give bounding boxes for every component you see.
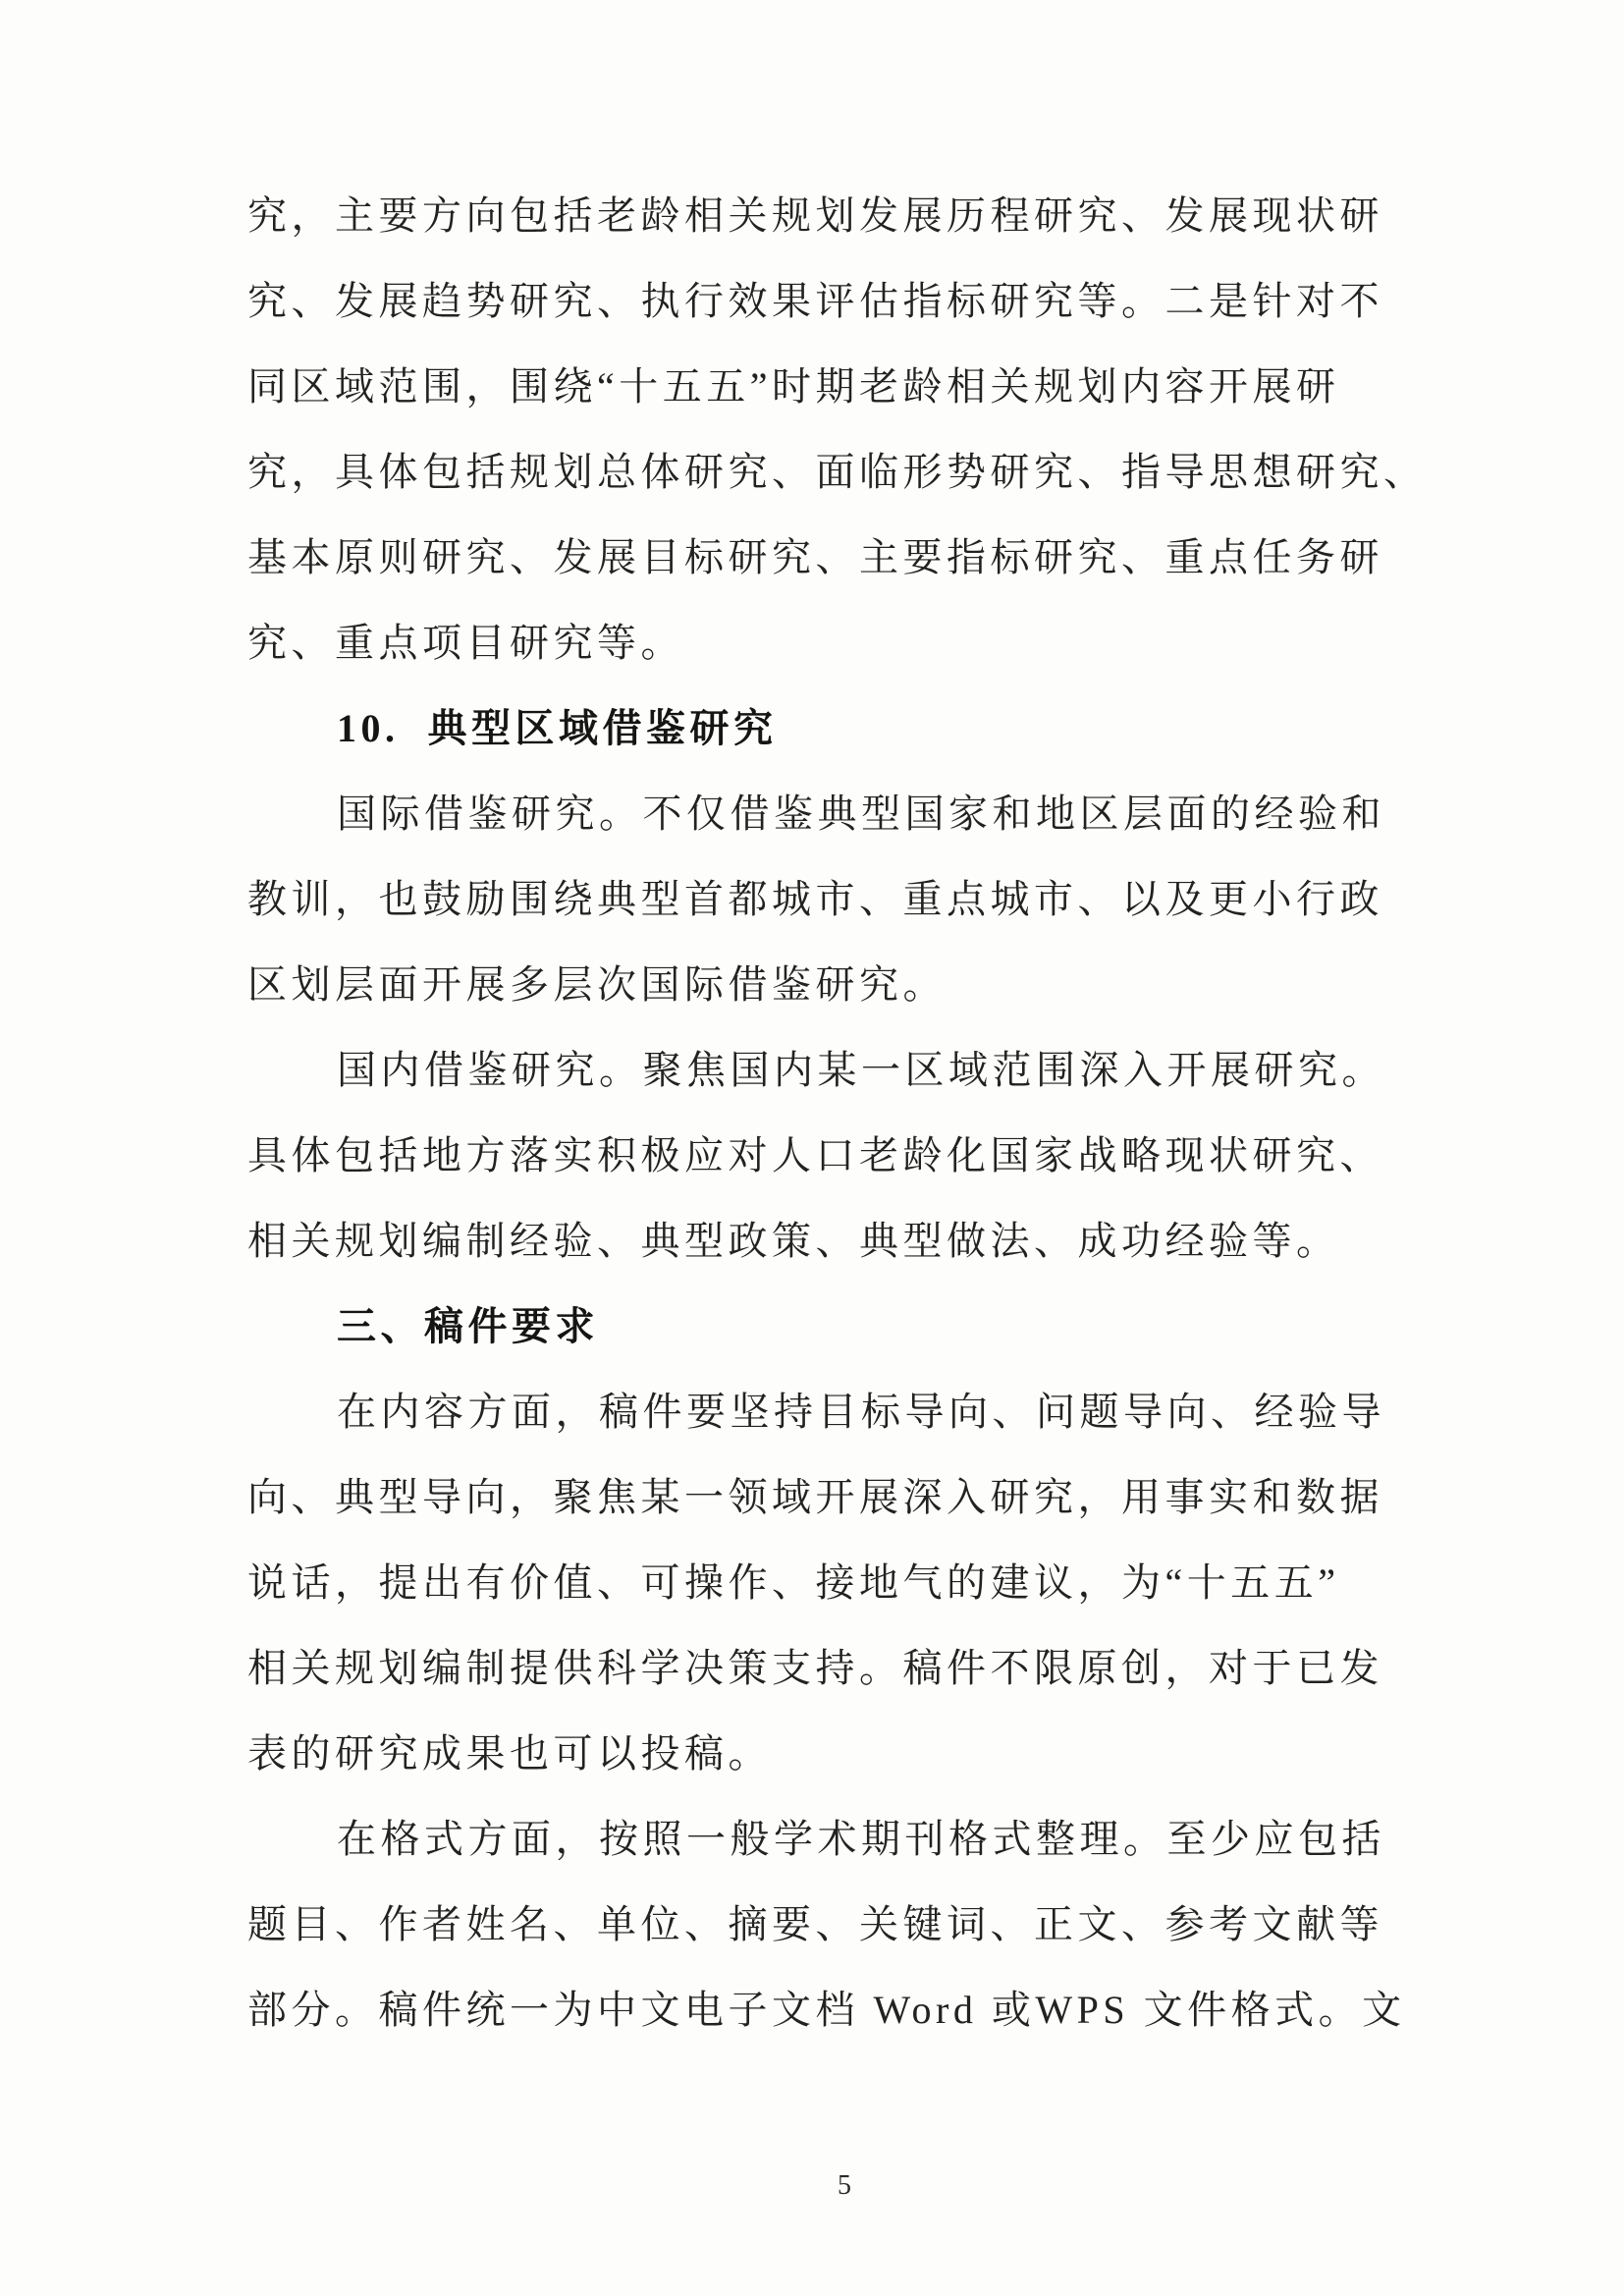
text-line: 说话，提出有价值、可操作、接地气的建议，为“十五五” — [247, 1560, 1340, 1605]
page-number: 5 — [838, 2170, 851, 2201]
text-line: 究，具体包括规划总体研究、面临形势研究、指导思想研究、 — [247, 450, 1428, 494]
text-line: 究、发展趋势研究、执行效果评估指标研究等。二是针对不 — [247, 279, 1383, 323]
text-line: 部分。稿件统一为中文电子文档 Word 或WPS 文件格式。文 — [247, 1988, 1406, 2032]
text-line: 基本原则研究、发展目标研究、主要指标研究、重点任务研 — [247, 535, 1383, 579]
text-line: 同区域范围，围绕“十五五”时期老龄相关规划内容开展研 — [247, 364, 1340, 409]
text-line: 究、重点项目研究等。 — [247, 621, 684, 665]
text-line: 教训，也鼓励围绕典型首都城市、重点城市、以及更小行政 — [247, 877, 1383, 921]
text-line: 向、典型导向，聚焦某一领域开展深入研究，用事实和数据 — [247, 1475, 1383, 1519]
text-line: 在内容方面，稿件要坚持目标导向、问题导向、经验导 — [337, 1390, 1385, 1434]
text-line: 究，主要方向包括老龄相关规划发展历程研究、发展现状研 — [247, 193, 1383, 238]
section-heading: 10. 典型区域借鉴研究 — [337, 706, 778, 750]
text-line: 区划层面开展多层次国际借鉴研究。 — [247, 962, 947, 1007]
text-line: 相关规划编制提供科学决策支持。稿件不限原创，对于已发 — [247, 1646, 1383, 1690]
text-block — [247, 173, 1428, 2052]
text-line: 国际借鉴研究。不仅借鉴典型国家和地区层面的经验和 — [337, 792, 1385, 836]
section-heading: 三、稿件要求 — [337, 1304, 599, 1348]
text-line: 具体包括地方落实积极应对人口老龄化国家战略现状研究、 — [247, 1133, 1383, 1177]
text-line: 在格式方面，按照一般学术期刊格式整理。至少应包括 — [337, 1817, 1385, 1861]
text-line: 题目、作者姓名、单位、摘要、关键词、正文、参考文献等 — [247, 1902, 1383, 1946]
text-line: 国内借鉴研究。聚焦国内某一区域范围深入开展研究。 — [337, 1048, 1385, 1092]
text-line: 表的研究成果也可以投稿。 — [247, 1731, 772, 1776]
text-line: 相关规划编制经验、典型政策、典型做法、成功经验等。 — [247, 1219, 1340, 1263]
